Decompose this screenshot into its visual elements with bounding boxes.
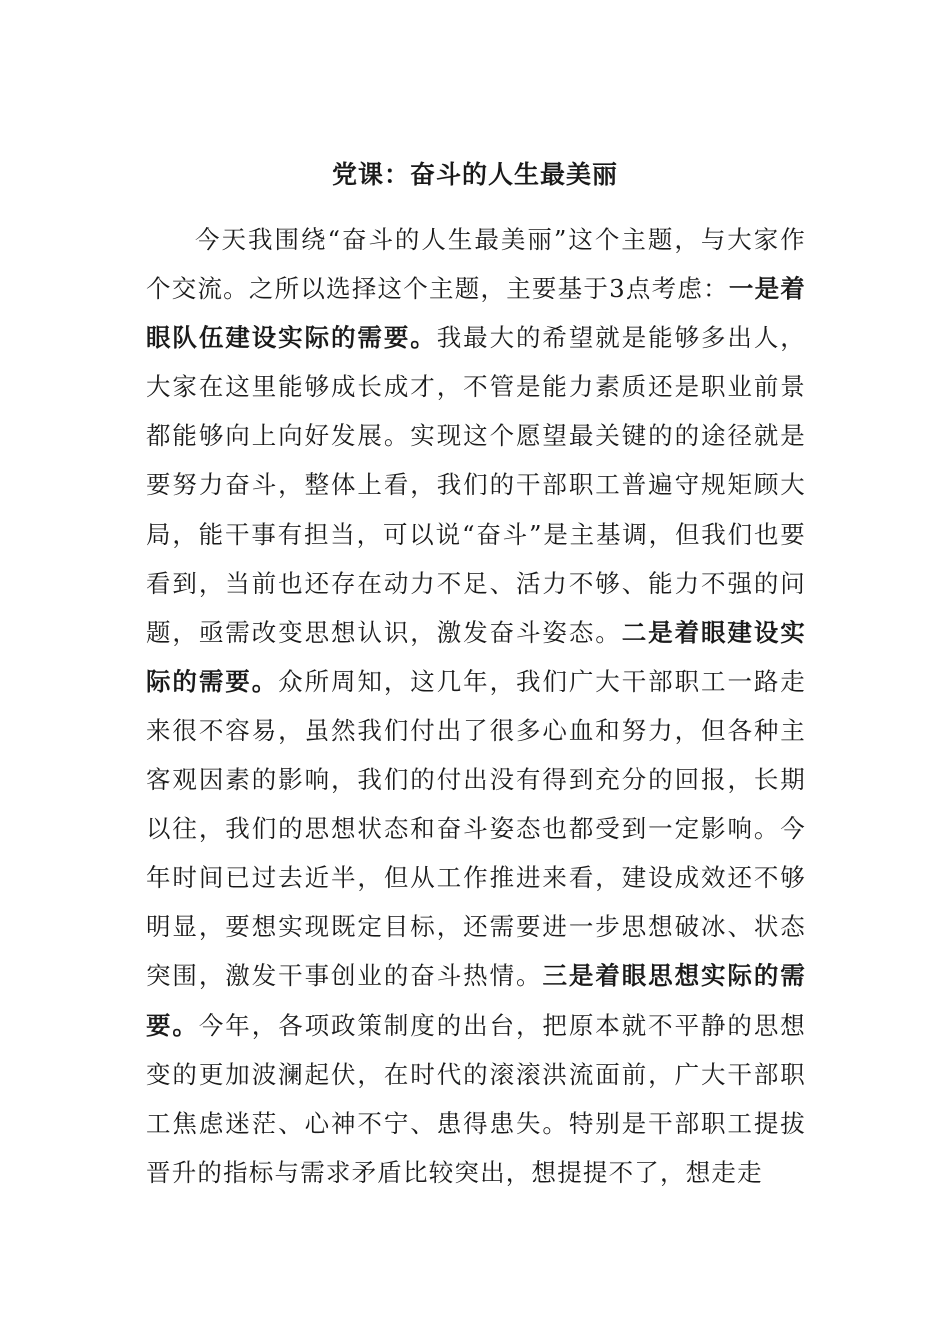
body-paragraph <box>146 215 806 1197</box>
text-segment: 众所周知，这几年，我们广大干部职工一路走来很不容易，虽然我们付出了很多心血和努力，但各种主客观因素的影响，我们的付出没有得到充分的回报，长期以往，我们的思想状态和奋斗姿态也都受到一定影响。今年时间已过去近半，但从工作推进来看，建设成效还不够明显，要想实现既定目标，还需要进一步思想破冰、状态突围，激发干事创业的奋斗热情。 <box>146 666 807 991</box>
text-segment: 今年，各项政策制度的出台，把原本就不平静的思想变的更加波澜起伏，在时代的滚滚洪流面前，广大干部职工焦虑迷茫、心神不宁、患得患失。特别是干部职工提拔晋升的指标与需求矛盾比较突出，想提提不了，想走走 <box>146 1010 806 1187</box>
bold-point-one: 一是着眼队伍建设实际的需要。 <box>146 274 806 353</box>
bold-point-three: 三是着眼思想实际的需要。 <box>146 961 806 1040</box>
text-segment: 我最大的希望就是能够多出人，大家在这里能够成长成才，不管是能力素质还是职业前景都能够向上向好发展。实现这个愿望最关键的的途径就是要努力奋斗，整体上看，我们的干部职工普遍守规矩顾大局，能干事有担当，可以说“奋斗”是主基调，但我们也要看到，当前也还存在动力不足、活力不够、能力不强的问题，亟需改变思想认识，激发奋斗姿态。 <box>146 323 806 647</box>
bold-point-two: 二是着眼建设实际的需要。 <box>146 617 806 696</box>
text-segment: 今天我围绕“奋斗的人生最美丽”这个主题，与大家作个交流。之所以选择这个主题，主要基于3点考虑： <box>146 225 806 304</box>
document-title: 党课：奋斗的人生最美丽 <box>331 160 618 189</box>
